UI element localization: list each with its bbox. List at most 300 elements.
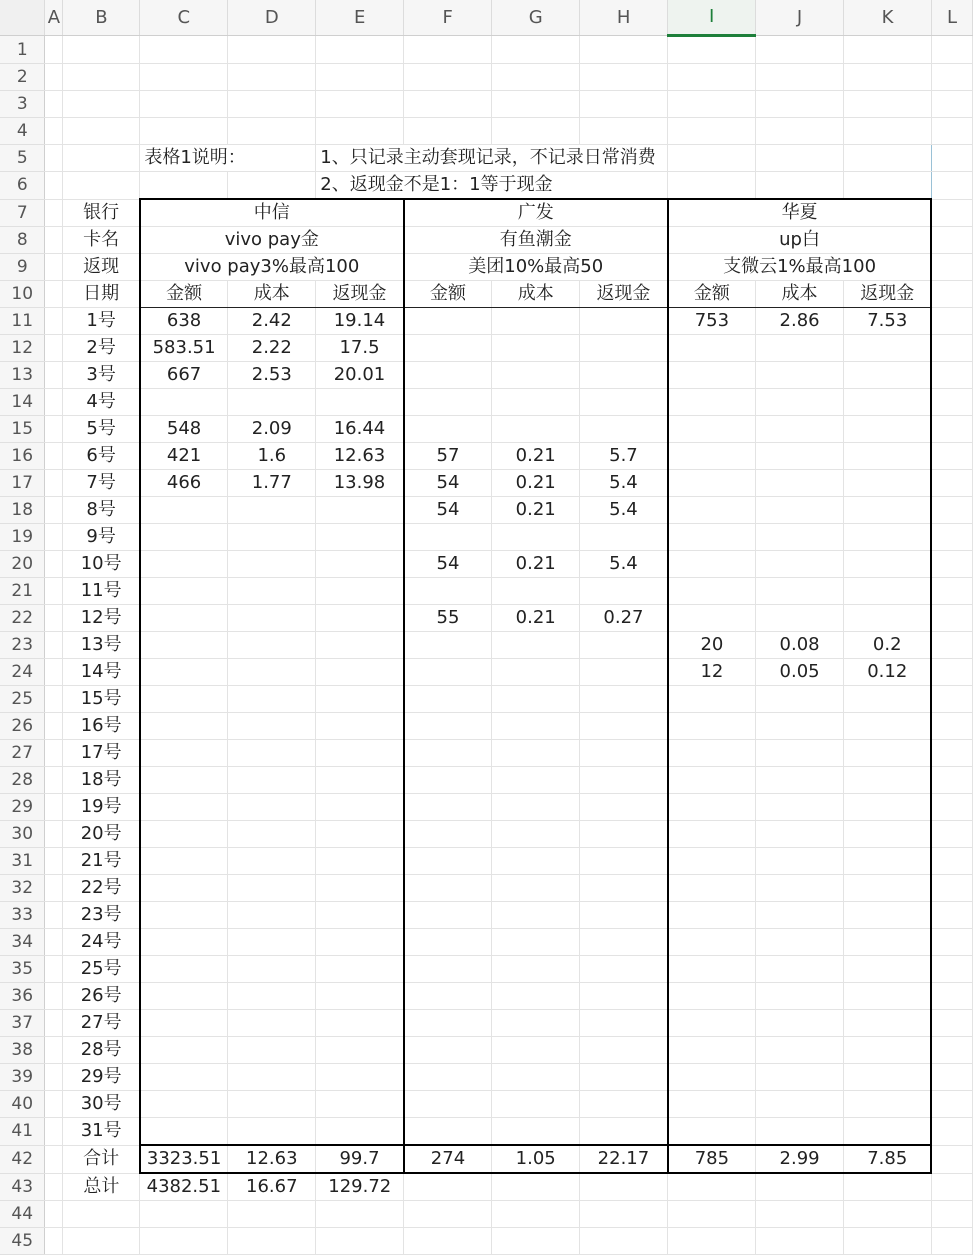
data-cell[interactable] — [140, 524, 228, 551]
data-cell[interactable] — [228, 794, 316, 821]
data-cell[interactable] — [756, 389, 844, 416]
data-cell[interactable] — [668, 929, 756, 956]
subtotal-value[interactable]: 785 — [668, 1145, 756, 1173]
cell-a[interactable] — [45, 335, 63, 362]
cell[interactable] — [844, 118, 932, 145]
data-cell[interactable] — [404, 686, 492, 713]
cell-l[interactable] — [931, 199, 972, 227]
data-cell[interactable] — [844, 686, 932, 713]
data-cell[interactable] — [492, 362, 580, 389]
cell-a[interactable] — [45, 1091, 63, 1118]
day-label[interactable]: 11号 — [63, 578, 140, 605]
row-header[interactable]: 45 — [0, 1228, 45, 1255]
day-label[interactable]: 5号 — [63, 416, 140, 443]
data-cell[interactable] — [756, 956, 844, 983]
data-cell[interactable] — [844, 335, 932, 362]
data-cell[interactable] — [844, 578, 932, 605]
cell-b6[interactable] — [63, 172, 140, 200]
data-cell[interactable]: 20 — [668, 632, 756, 659]
data-cell[interactable] — [140, 578, 228, 605]
day-label[interactable]: 18号 — [63, 767, 140, 794]
cell[interactable] — [668, 36, 756, 64]
data-cell[interactable] — [316, 983, 404, 1010]
day-label[interactable]: 27号 — [63, 1010, 140, 1037]
column-header-b[interactable]: B — [63, 0, 140, 36]
bank-bank-0[interactable]: 中信 — [140, 199, 404, 227]
row-header[interactable]: 17 — [0, 470, 45, 497]
data-cell[interactable] — [316, 821, 404, 848]
data-cell[interactable] — [404, 956, 492, 983]
row-header[interactable]: 4 — [0, 118, 45, 145]
cell-a[interactable] — [45, 551, 63, 578]
data-cell[interactable] — [140, 713, 228, 740]
data-cell[interactable] — [492, 821, 580, 848]
row-header[interactable]: 41 — [0, 1118, 45, 1146]
data-cell[interactable] — [844, 1091, 932, 1118]
cell[interactable] — [931, 64, 972, 91]
data-cell[interactable] — [756, 578, 844, 605]
subtotal-value[interactable]: 99.7 — [316, 1145, 404, 1173]
row-header[interactable]: 9 — [0, 254, 45, 281]
cell-a[interactable] — [45, 1145, 63, 1173]
data-cell[interactable]: 0.27 — [580, 605, 668, 632]
day-label[interactable]: 28号 — [63, 1037, 140, 1064]
data-cell[interactable]: 638 — [140, 308, 228, 335]
row-header[interactable]: 22 — [0, 605, 45, 632]
data-cell[interactable] — [316, 875, 404, 902]
data-cell[interactable]: 548 — [140, 416, 228, 443]
day-label[interactable]: 16号 — [63, 713, 140, 740]
data-cell[interactable]: 753 — [668, 308, 756, 335]
column-header-f[interactable]: F — [404, 0, 492, 36]
data-cell[interactable] — [756, 902, 844, 929]
data-cell[interactable] — [756, 767, 844, 794]
data-cell[interactable] — [580, 1037, 668, 1064]
column-header-j[interactable]: J — [756, 0, 844, 36]
row-header[interactable]: 23 — [0, 632, 45, 659]
data-cell[interactable] — [844, 605, 932, 632]
row-header[interactable]: 30 — [0, 821, 45, 848]
data-cell[interactable]: 0.21 — [492, 605, 580, 632]
data-cell[interactable] — [140, 551, 228, 578]
subtotal-value[interactable]: 7.85 — [844, 1145, 932, 1173]
row-header[interactable]: 11 — [0, 308, 45, 335]
data-cell[interactable] — [668, 389, 756, 416]
data-cell[interactable] — [404, 902, 492, 929]
data-cell[interactable] — [756, 794, 844, 821]
cell-l[interactable] — [931, 902, 972, 929]
data-cell[interactable] — [668, 416, 756, 443]
row-header[interactable]: 31 — [0, 848, 45, 875]
data-cell[interactable] — [228, 875, 316, 902]
cell[interactable] — [931, 36, 972, 64]
data-cell[interactable] — [844, 416, 932, 443]
cell-l[interactable] — [931, 145, 972, 172]
data-cell[interactable]: 12 — [668, 659, 756, 686]
data-cell[interactable] — [316, 929, 404, 956]
data-cell[interactable] — [316, 605, 404, 632]
row-header[interactable]: 43 — [0, 1173, 45, 1201]
data-cell[interactable] — [228, 1037, 316, 1064]
data-cell[interactable] — [404, 389, 492, 416]
data-cell[interactable] — [316, 1118, 404, 1146]
data-cell[interactable] — [228, 821, 316, 848]
data-cell[interactable] — [404, 983, 492, 1010]
data-cell[interactable] — [844, 470, 932, 497]
cell[interactable] — [404, 1201, 492, 1228]
data-cell[interactable] — [756, 335, 844, 362]
cell[interactable] — [492, 118, 580, 145]
data-cell[interactable] — [316, 659, 404, 686]
cell[interactable] — [668, 64, 756, 91]
notes-label[interactable]: 表格1说明： — [140, 145, 316, 172]
data-cell[interactable] — [844, 551, 932, 578]
data-cell[interactable] — [668, 1064, 756, 1091]
cell-l[interactable] — [931, 497, 972, 524]
cell-a[interactable] — [45, 686, 63, 713]
cell[interactable] — [140, 1201, 228, 1228]
cell[interactable] — [844, 91, 932, 118]
data-cell[interactable] — [580, 632, 668, 659]
data-cell[interactable] — [316, 686, 404, 713]
row-header[interactable]: 16 — [0, 443, 45, 470]
data-cell[interactable] — [492, 632, 580, 659]
data-cell[interactable] — [140, 1010, 228, 1037]
cell-l[interactable] — [931, 389, 972, 416]
cell-a[interactable] — [45, 118, 63, 145]
subtotal-value[interactable]: 2.99 — [756, 1145, 844, 1173]
row-header[interactable]: 7 — [0, 199, 45, 227]
day-label[interactable]: 21号 — [63, 848, 140, 875]
data-cell[interactable]: 2.22 — [228, 335, 316, 362]
cell-a[interactable] — [45, 740, 63, 767]
data-cell[interactable] — [844, 1037, 932, 1064]
cell-a[interactable] — [45, 172, 63, 200]
data-cell[interactable] — [316, 551, 404, 578]
data-cell[interactable]: 1.6 — [228, 443, 316, 470]
day-label[interactable]: 24号 — [63, 929, 140, 956]
data-cell[interactable] — [668, 524, 756, 551]
row-header[interactable]: 40 — [0, 1091, 45, 1118]
row-header[interactable]: 26 — [0, 713, 45, 740]
cell-l[interactable] — [931, 821, 972, 848]
data-cell[interactable] — [668, 821, 756, 848]
cell-b5[interactable] — [63, 145, 140, 172]
bank-card-1[interactable]: 有鱼潮金 — [404, 227, 668, 254]
data-cell[interactable] — [492, 1037, 580, 1064]
row-label-date[interactable]: 日期 — [63, 281, 140, 308]
data-cell[interactable] — [404, 848, 492, 875]
row-header[interactable]: 36 — [0, 983, 45, 1010]
cell-a[interactable] — [45, 1173, 63, 1201]
data-cell[interactable]: 2.86 — [756, 308, 844, 335]
row-header[interactable]: 25 — [0, 686, 45, 713]
cell-l[interactable] — [931, 416, 972, 443]
cell[interactable] — [404, 1228, 492, 1255]
cell[interactable] — [404, 118, 492, 145]
column-header-e[interactable]: E — [316, 0, 404, 36]
cell-l[interactable] — [931, 983, 972, 1010]
cell[interactable] — [404, 64, 492, 91]
cell-a[interactable] — [45, 145, 63, 172]
data-cell[interactable] — [404, 713, 492, 740]
data-cell[interactable] — [580, 767, 668, 794]
row-header[interactable]: 34 — [0, 929, 45, 956]
data-cell[interactable]: 2.09 — [228, 416, 316, 443]
data-cell[interactable] — [844, 740, 932, 767]
cell-l[interactable] — [931, 875, 972, 902]
data-cell[interactable] — [844, 821, 932, 848]
cell-a[interactable] — [45, 902, 63, 929]
cell-l[interactable] — [931, 578, 972, 605]
data-cell[interactable] — [492, 389, 580, 416]
data-cell[interactable] — [580, 1064, 668, 1091]
data-cell[interactable] — [844, 497, 932, 524]
cell-a[interactable] — [45, 929, 63, 956]
cell[interactable] — [316, 64, 404, 91]
cell[interactable] — [140, 36, 228, 64]
data-cell[interactable] — [228, 902, 316, 929]
cell[interactable] — [63, 1201, 140, 1228]
cell[interactable] — [492, 1228, 580, 1255]
cell[interactable] — [316, 36, 404, 64]
bank-bank-1[interactable]: 广发 — [404, 199, 668, 227]
data-cell[interactable] — [844, 1118, 932, 1146]
cell-a[interactable] — [45, 1118, 63, 1146]
cell[interactable] — [668, 118, 756, 145]
data-cell[interactable] — [756, 983, 844, 1010]
data-cell[interactable]: 5.4 — [580, 497, 668, 524]
data-cell[interactable] — [316, 848, 404, 875]
row-header[interactable]: 28 — [0, 767, 45, 794]
column-header-a[interactable]: A — [45, 0, 63, 36]
row-header[interactable]: 13 — [0, 362, 45, 389]
row-header[interactable]: 39 — [0, 1064, 45, 1091]
data-cell[interactable]: 57 — [404, 443, 492, 470]
cell[interactable] — [756, 64, 844, 91]
cell[interactable] — [668, 1228, 756, 1255]
data-cell[interactable]: 5.4 — [580, 470, 668, 497]
data-cell[interactable]: 0.2 — [844, 632, 932, 659]
data-cell[interactable] — [668, 551, 756, 578]
cell-a[interactable] — [45, 524, 63, 551]
data-cell[interactable]: 1.77 — [228, 470, 316, 497]
subheader-cost[interactable]: 成本 — [228, 281, 316, 308]
data-cell[interactable] — [228, 659, 316, 686]
data-cell[interactable] — [492, 524, 580, 551]
data-cell[interactable]: 16.44 — [316, 416, 404, 443]
data-cell[interactable] — [492, 956, 580, 983]
cell[interactable] — [316, 91, 404, 118]
cell-l[interactable] — [931, 524, 972, 551]
data-cell[interactable] — [756, 1037, 844, 1064]
subheader-cashback[interactable]: 返现金 — [844, 281, 932, 308]
cell[interactable] — [316, 1201, 404, 1228]
cell-l[interactable] — [931, 281, 972, 308]
column-header-k[interactable]: K — [844, 0, 932, 36]
cell-a[interactable] — [45, 821, 63, 848]
data-cell[interactable] — [668, 740, 756, 767]
row-header[interactable]: 5 — [0, 145, 45, 172]
day-label[interactable]: 4号 — [63, 389, 140, 416]
data-cell[interactable] — [492, 416, 580, 443]
data-cell[interactable] — [492, 794, 580, 821]
data-cell[interactable]: 583.51 — [140, 335, 228, 362]
day-label[interactable]: 12号 — [63, 605, 140, 632]
day-label[interactable]: 8号 — [63, 497, 140, 524]
cell-l[interactable] — [931, 956, 972, 983]
row-header[interactable]: 38 — [0, 1037, 45, 1064]
cell-l[interactable] — [931, 794, 972, 821]
data-cell[interactable] — [140, 605, 228, 632]
cell-l[interactable] — [931, 1145, 972, 1173]
cell-j6[interactable] — [756, 172, 844, 200]
data-cell[interactable] — [404, 416, 492, 443]
data-cell[interactable] — [404, 335, 492, 362]
data-cell[interactable] — [228, 848, 316, 875]
data-cell[interactable] — [668, 443, 756, 470]
cell[interactable] — [844, 1228, 932, 1255]
cell[interactable] — [140, 118, 228, 145]
cell-l[interactable] — [931, 362, 972, 389]
column-header-c[interactable]: C — [140, 0, 228, 36]
cell[interactable] — [63, 64, 140, 91]
data-cell[interactable] — [140, 632, 228, 659]
data-cell[interactable] — [668, 794, 756, 821]
day-label[interactable]: 26号 — [63, 983, 140, 1010]
data-cell[interactable] — [228, 983, 316, 1010]
data-cell[interactable] — [580, 335, 668, 362]
cell[interactable] — [140, 91, 228, 118]
cell[interactable] — [844, 36, 932, 64]
data-cell[interactable] — [756, 740, 844, 767]
subheader-cost[interactable]: 成本 — [756, 281, 844, 308]
cell-a[interactable] — [45, 91, 63, 118]
cell-l[interactable] — [931, 686, 972, 713]
data-cell[interactable] — [492, 578, 580, 605]
cell[interactable] — [931, 1228, 972, 1255]
cell[interactable] — [580, 36, 668, 64]
data-cell[interactable]: 54 — [404, 551, 492, 578]
data-cell[interactable] — [580, 362, 668, 389]
data-cell[interactable] — [404, 362, 492, 389]
data-cell[interactable] — [228, 956, 316, 983]
day-label[interactable]: 3号 — [63, 362, 140, 389]
data-cell[interactable] — [228, 1010, 316, 1037]
row-header[interactable]: 42 — [0, 1145, 45, 1173]
cell[interactable] — [844, 1201, 932, 1228]
cell[interactable] — [756, 1201, 844, 1228]
cell[interactable] — [492, 91, 580, 118]
day-label[interactable]: 31号 — [63, 1118, 140, 1146]
data-cell[interactable] — [580, 416, 668, 443]
data-cell[interactable] — [492, 848, 580, 875]
data-cell[interactable] — [668, 362, 756, 389]
cell-a[interactable] — [45, 64, 63, 91]
data-cell[interactable] — [404, 524, 492, 551]
data-cell[interactable] — [580, 983, 668, 1010]
data-cell[interactable] — [756, 1118, 844, 1146]
data-cell[interactable] — [140, 1118, 228, 1146]
cell[interactable] — [756, 1228, 844, 1255]
row-header[interactable]: 27 — [0, 740, 45, 767]
subtotal-value[interactable]: 22.17 — [580, 1145, 668, 1173]
data-cell[interactable] — [844, 443, 932, 470]
data-cell[interactable] — [668, 1010, 756, 1037]
data-cell[interactable] — [492, 1064, 580, 1091]
cell[interactable] — [492, 36, 580, 64]
data-cell[interactable]: 0.12 — [844, 659, 932, 686]
data-cell[interactable] — [580, 740, 668, 767]
data-cell[interactable] — [140, 983, 228, 1010]
data-cell[interactable] — [316, 497, 404, 524]
cell-l[interactable] — [931, 1118, 972, 1146]
cell[interactable] — [228, 91, 316, 118]
data-cell[interactable] — [492, 983, 580, 1010]
data-cell[interactable] — [668, 902, 756, 929]
total-value[interactable] — [404, 1173, 492, 1201]
data-cell[interactable] — [580, 821, 668, 848]
data-cell[interactable] — [404, 1037, 492, 1064]
data-cell[interactable] — [756, 362, 844, 389]
data-cell[interactable] — [140, 848, 228, 875]
data-cell[interactable] — [580, 794, 668, 821]
cell[interactable] — [316, 1228, 404, 1255]
row-header[interactable]: 21 — [0, 578, 45, 605]
data-cell[interactable] — [316, 632, 404, 659]
data-cell[interactable]: 17.5 — [316, 335, 404, 362]
data-cell[interactable] — [404, 1064, 492, 1091]
data-cell[interactable] — [316, 578, 404, 605]
cell-a[interactable] — [45, 605, 63, 632]
cell-l[interactable] — [931, 443, 972, 470]
data-cell[interactable] — [404, 767, 492, 794]
cell-l[interactable] — [931, 605, 972, 632]
cell[interactable] — [580, 91, 668, 118]
cell-k5[interactable] — [844, 145, 932, 172]
data-cell[interactable] — [316, 389, 404, 416]
data-cell[interactable]: 2.53 — [228, 362, 316, 389]
data-cell[interactable] — [844, 362, 932, 389]
cell[interactable] — [140, 1228, 228, 1255]
data-cell[interactable]: 7.53 — [844, 308, 932, 335]
total-value[interactable]: 16.67 — [228, 1173, 316, 1201]
data-cell[interactable] — [756, 1064, 844, 1091]
data-cell[interactable] — [404, 1091, 492, 1118]
data-cell[interactable] — [140, 1064, 228, 1091]
cell-l[interactable] — [931, 659, 972, 686]
data-cell[interactable] — [756, 821, 844, 848]
data-cell[interactable] — [668, 686, 756, 713]
cell[interactable] — [931, 91, 972, 118]
data-cell[interactable] — [492, 686, 580, 713]
data-cell[interactable] — [492, 902, 580, 929]
data-cell[interactable] — [580, 902, 668, 929]
total-value[interactable]: 129.72 — [316, 1173, 404, 1201]
day-label[interactable]: 14号 — [63, 659, 140, 686]
cell[interactable] — [140, 64, 228, 91]
cell-l[interactable] — [931, 713, 972, 740]
data-cell[interactable]: 0.21 — [492, 497, 580, 524]
cell-a[interactable] — [45, 659, 63, 686]
data-cell[interactable] — [668, 713, 756, 740]
cell[interactable] — [228, 1228, 316, 1255]
select-all-corner[interactable] — [0, 0, 45, 36]
cell[interactable] — [316, 118, 404, 145]
cell-l[interactable] — [931, 1037, 972, 1064]
data-cell[interactable] — [756, 470, 844, 497]
data-cell[interactable] — [580, 1118, 668, 1146]
